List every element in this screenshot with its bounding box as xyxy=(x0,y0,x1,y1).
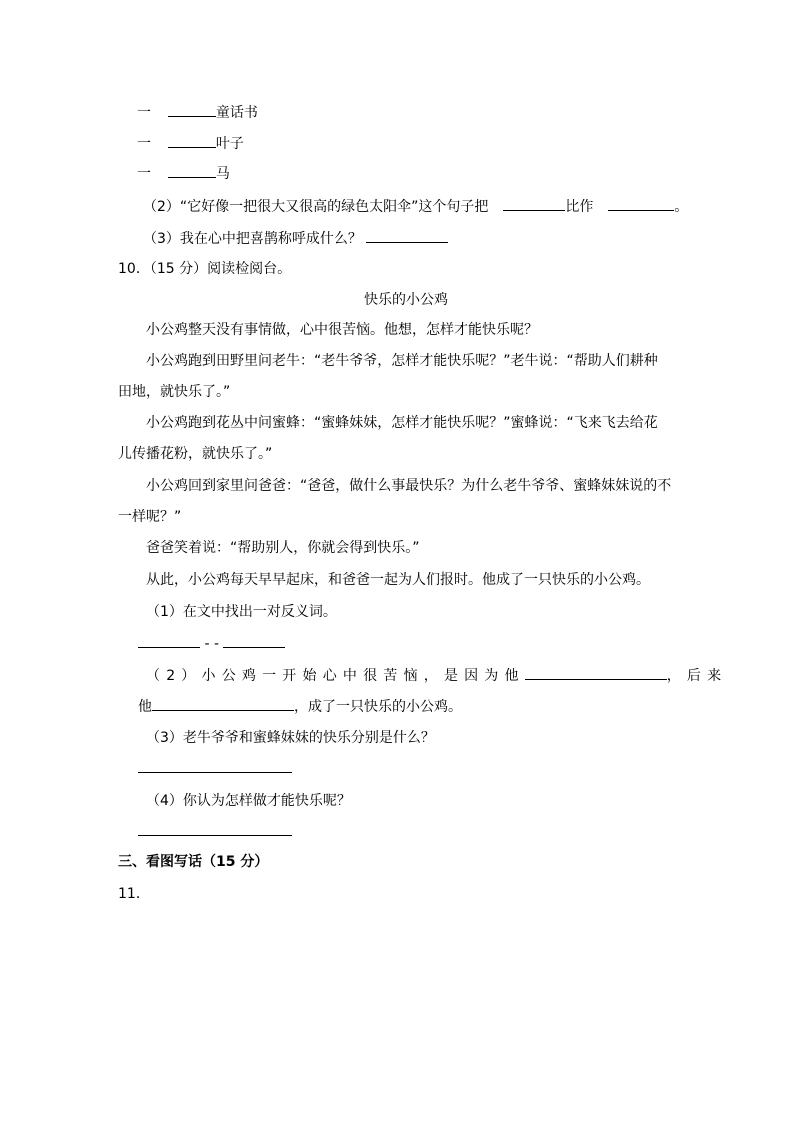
passage-paragraph: 一样呢？” xyxy=(118,509,182,525)
item-suffix: 马 xyxy=(215,166,230,182)
answer-blank[interactable] xyxy=(223,633,285,648)
question-9-3 xyxy=(143,228,448,249)
passage-paragraph: 小公鸡跑到田野里问老牛：“老牛爷爷，怎样才能快乐呢？”老牛说：“帮助人们耕种 xyxy=(146,353,658,369)
question-2 xyxy=(146,665,727,686)
question-text: （2）小公鸡一开始心中很苦恼，是因为他 xyxy=(146,668,525,684)
question-text: 他 xyxy=(138,699,152,715)
passage-paragraph: 田地，就快乐了。” xyxy=(118,384,231,400)
question-10-header: 10．（15 分）阅读检阅台。 xyxy=(118,261,292,277)
question-4: （4）你认为怎样做才能快乐呢？ xyxy=(146,793,351,809)
item-suffix: 童话书 xyxy=(215,105,258,121)
answer-blank[interactable] xyxy=(366,228,448,243)
fill-item xyxy=(137,102,258,123)
passage-paragraph: 小公鸡跑到花丛中问蜜蜂：“蜜蜂妹妹，怎样才能快乐呢？”蜜蜂说：“飞来飞去给花 xyxy=(146,415,658,431)
answer-blank[interactable] xyxy=(152,696,294,711)
antonym-answer-line xyxy=(138,633,285,654)
answer-blank[interactable] xyxy=(525,665,667,680)
question-11: 11． xyxy=(118,886,150,902)
question-text: （3）我在心中把喜鹊称呼成什么？ xyxy=(143,231,362,247)
passage-title: 快乐的小公鸡 xyxy=(364,292,448,308)
answer-blank[interactable] xyxy=(503,196,565,211)
passage-paragraph: 小公鸡回到家里问爸爸：“爸爸，做什么事最快乐？为什么老牛爷爷、蜜蜂妹妹说的不 xyxy=(146,478,672,494)
question-text: ，后来 xyxy=(666,668,728,684)
question-2-cont xyxy=(138,696,462,717)
item-prefix: 一 xyxy=(137,136,151,152)
section-heading: 三、看图写话（15 分） xyxy=(118,854,269,870)
passage-paragraph: 从此，小公鸡每天早早起床，和爸爸一起为人们报时。他成了一只快乐的小公鸡。 xyxy=(146,572,650,588)
item-prefix: 一 xyxy=(137,105,151,121)
answer-blank[interactable] xyxy=(608,196,674,211)
passage-paragraph: 儿传播花粉，就快乐了。” xyxy=(118,446,273,462)
answer-blank[interactable] xyxy=(168,133,216,148)
question-1: （1）在文中找出一对反义词。 xyxy=(146,604,337,620)
passage-paragraph: 小公鸡整天没有事情做，心中很苦恼。他想，怎样才能快乐呢？ xyxy=(146,322,538,338)
answer-blank[interactable] xyxy=(168,102,216,117)
item-suffix: 叶子 xyxy=(215,136,244,152)
fill-item xyxy=(137,133,244,154)
answer-blank[interactable] xyxy=(168,163,216,178)
fill-item xyxy=(137,163,230,184)
passage-paragraph: 爸爸笑着说：“帮助别人，你就会得到快乐。” xyxy=(146,540,420,556)
question-9-2 xyxy=(143,196,688,217)
answer-line[interactable] xyxy=(138,835,292,836)
question-text: ，成了一只快乐的小公鸡。 xyxy=(294,699,462,715)
question-3: （3）老牛爷爷和蜜蜂妹妹的快乐分别是什么？ xyxy=(146,730,435,746)
answer-line[interactable] xyxy=(138,772,292,773)
question-text: （2）“它好像一把很大又很高的绿色太阳伞”这个句子把 xyxy=(143,199,489,215)
answer-blank[interactable] xyxy=(138,633,200,648)
question-text: 。 xyxy=(674,199,689,215)
item-prefix: 一 xyxy=(137,166,151,182)
question-text: 比作 xyxy=(565,199,594,215)
separator: - - xyxy=(204,636,220,652)
